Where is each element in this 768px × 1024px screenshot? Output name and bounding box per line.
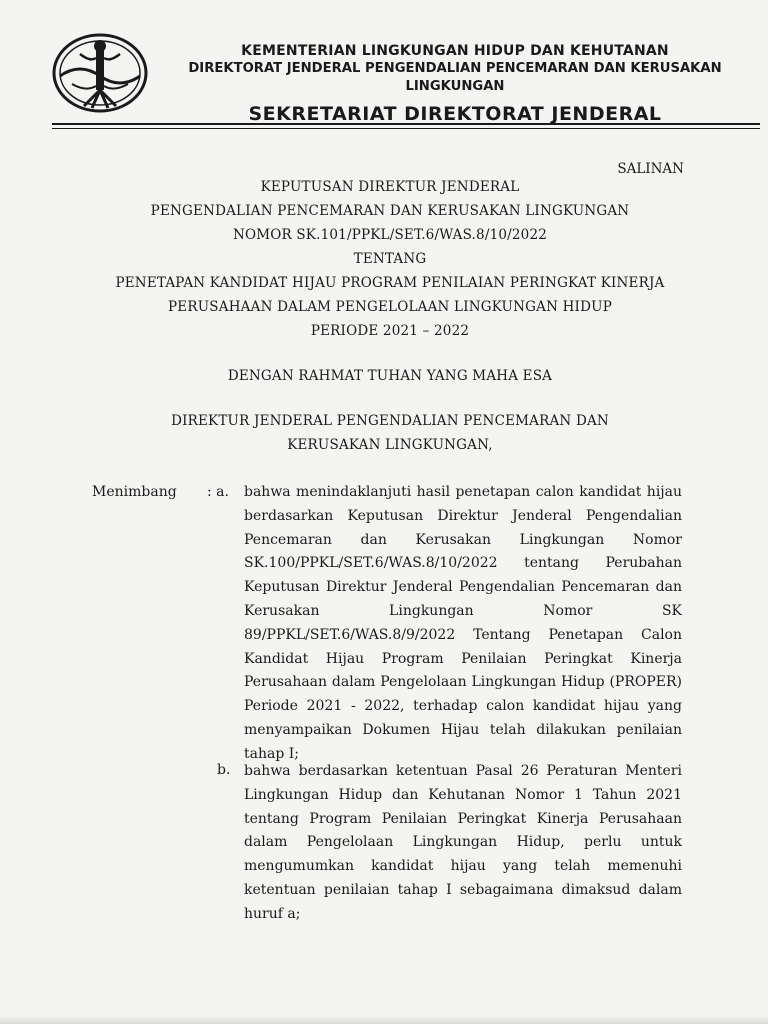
- decree-number: NOMOR SK.101/PPKL/SET.6/WAS.8/10/2022: [232, 227, 548, 243]
- menimbang-item-a: bahwa menindaklanjuti hasil penetapan calon kandidat hijau berdasarkan Keputusan Direktur Jenderal Pengendalian Pencemaran dan Kerusakan Lingkungan Nomor SK.100/PPKL/SET.6/WAS.8/10/2022 tentang Perubahan Keputusan Direktur Jenderal Pengendalian Pencemaran dan Kerusakan Lingkungan Nomor SK 89/PPKL/SET.6/WAS.8/9/2022 Tentang Penetapan Calon Kandidat Hijau Program Penilaian Peringkat Kinerja Perusahaan dalam Pengelolaan Lingkungan Hidup (PROPER) Periode 2021 - 2022, terhadap calon kandidat hijau yang menyampaikan Dokumen Hijau telah dilakukan penilaian tahap I;: [244, 484, 682, 762]
- menimbang-label: Menimbang: [92, 484, 177, 500]
- scan-edge: [0, 1016, 768, 1024]
- decree-title-line: TENTANG: [353, 251, 427, 267]
- decree-subject-line: PERUSAHAAN DALAM PENGELOLAAN LINGKUNGAN HIDUP: [168, 299, 612, 315]
- item-b-marker: b.: [217, 762, 231, 778]
- decree-title-line: PENGENDALIAN PENCEMARAN DAN KERUSAKAN LINGKUNGAN: [150, 203, 630, 219]
- copy-mark: SALINAN: [617, 161, 684, 177]
- letterhead: [150, 42, 760, 127]
- invocation: DENGAN RAHMAT TUHAN YANG MAHA ESA: [227, 368, 553, 384]
- directorate-name: DIREKTORAT JENDERAL PENGENDALIAN PENCEMARAN DAN KERUSAKAN LINGKUNGAN: [188, 61, 722, 94]
- issuer-line: DIREKTUR JENDERAL PENGENDALIAN PENCEMARAN DAN: [171, 413, 609, 429]
- decree-period: PERIODE 2021 – 2022: [310, 323, 470, 339]
- letterhead-divider: [52, 123, 760, 125]
- ministry-emblem-icon: [50, 32, 150, 114]
- ministry-name: KEMENTERIAN LINGKUNGAN HIDUP DAN KEHUTANAN: [241, 43, 669, 59]
- issuer-line: KERUSAKAN LINGKUNGAN,: [287, 437, 493, 453]
- secretariat-name: SEKRETARIAT DIREKTORAT JENDERAL: [248, 103, 662, 125]
- letterhead-divider-thin: [52, 128, 760, 129]
- decree-subject-line: PENETAPAN KANDIDAT HIJAU PROGRAM PENILAIAN PERINGKAT KINERJA: [115, 275, 665, 291]
- decree-title-line: KEPUTUSAN DIREKTUR JENDERAL: [260, 179, 520, 195]
- menimbang-item-b: bahwa berdasarkan ketentuan Pasal 26 Peraturan Menteri Lingkungan Hidup dan Kehutanan Nomor 1 Tahun 2021 tentang Program Penilaian Peringkat Kinerja Perusahaan dalam Pengelolaan Lingkungan Hidup, perlu untuk mengumumkan kandidat hijau yang telah memenuhi ketentuan penilaian tahap I sebagaimana dimaksud dalam huruf a;: [244, 763, 682, 922]
- item-a-marker: : a.: [207, 484, 229, 500]
